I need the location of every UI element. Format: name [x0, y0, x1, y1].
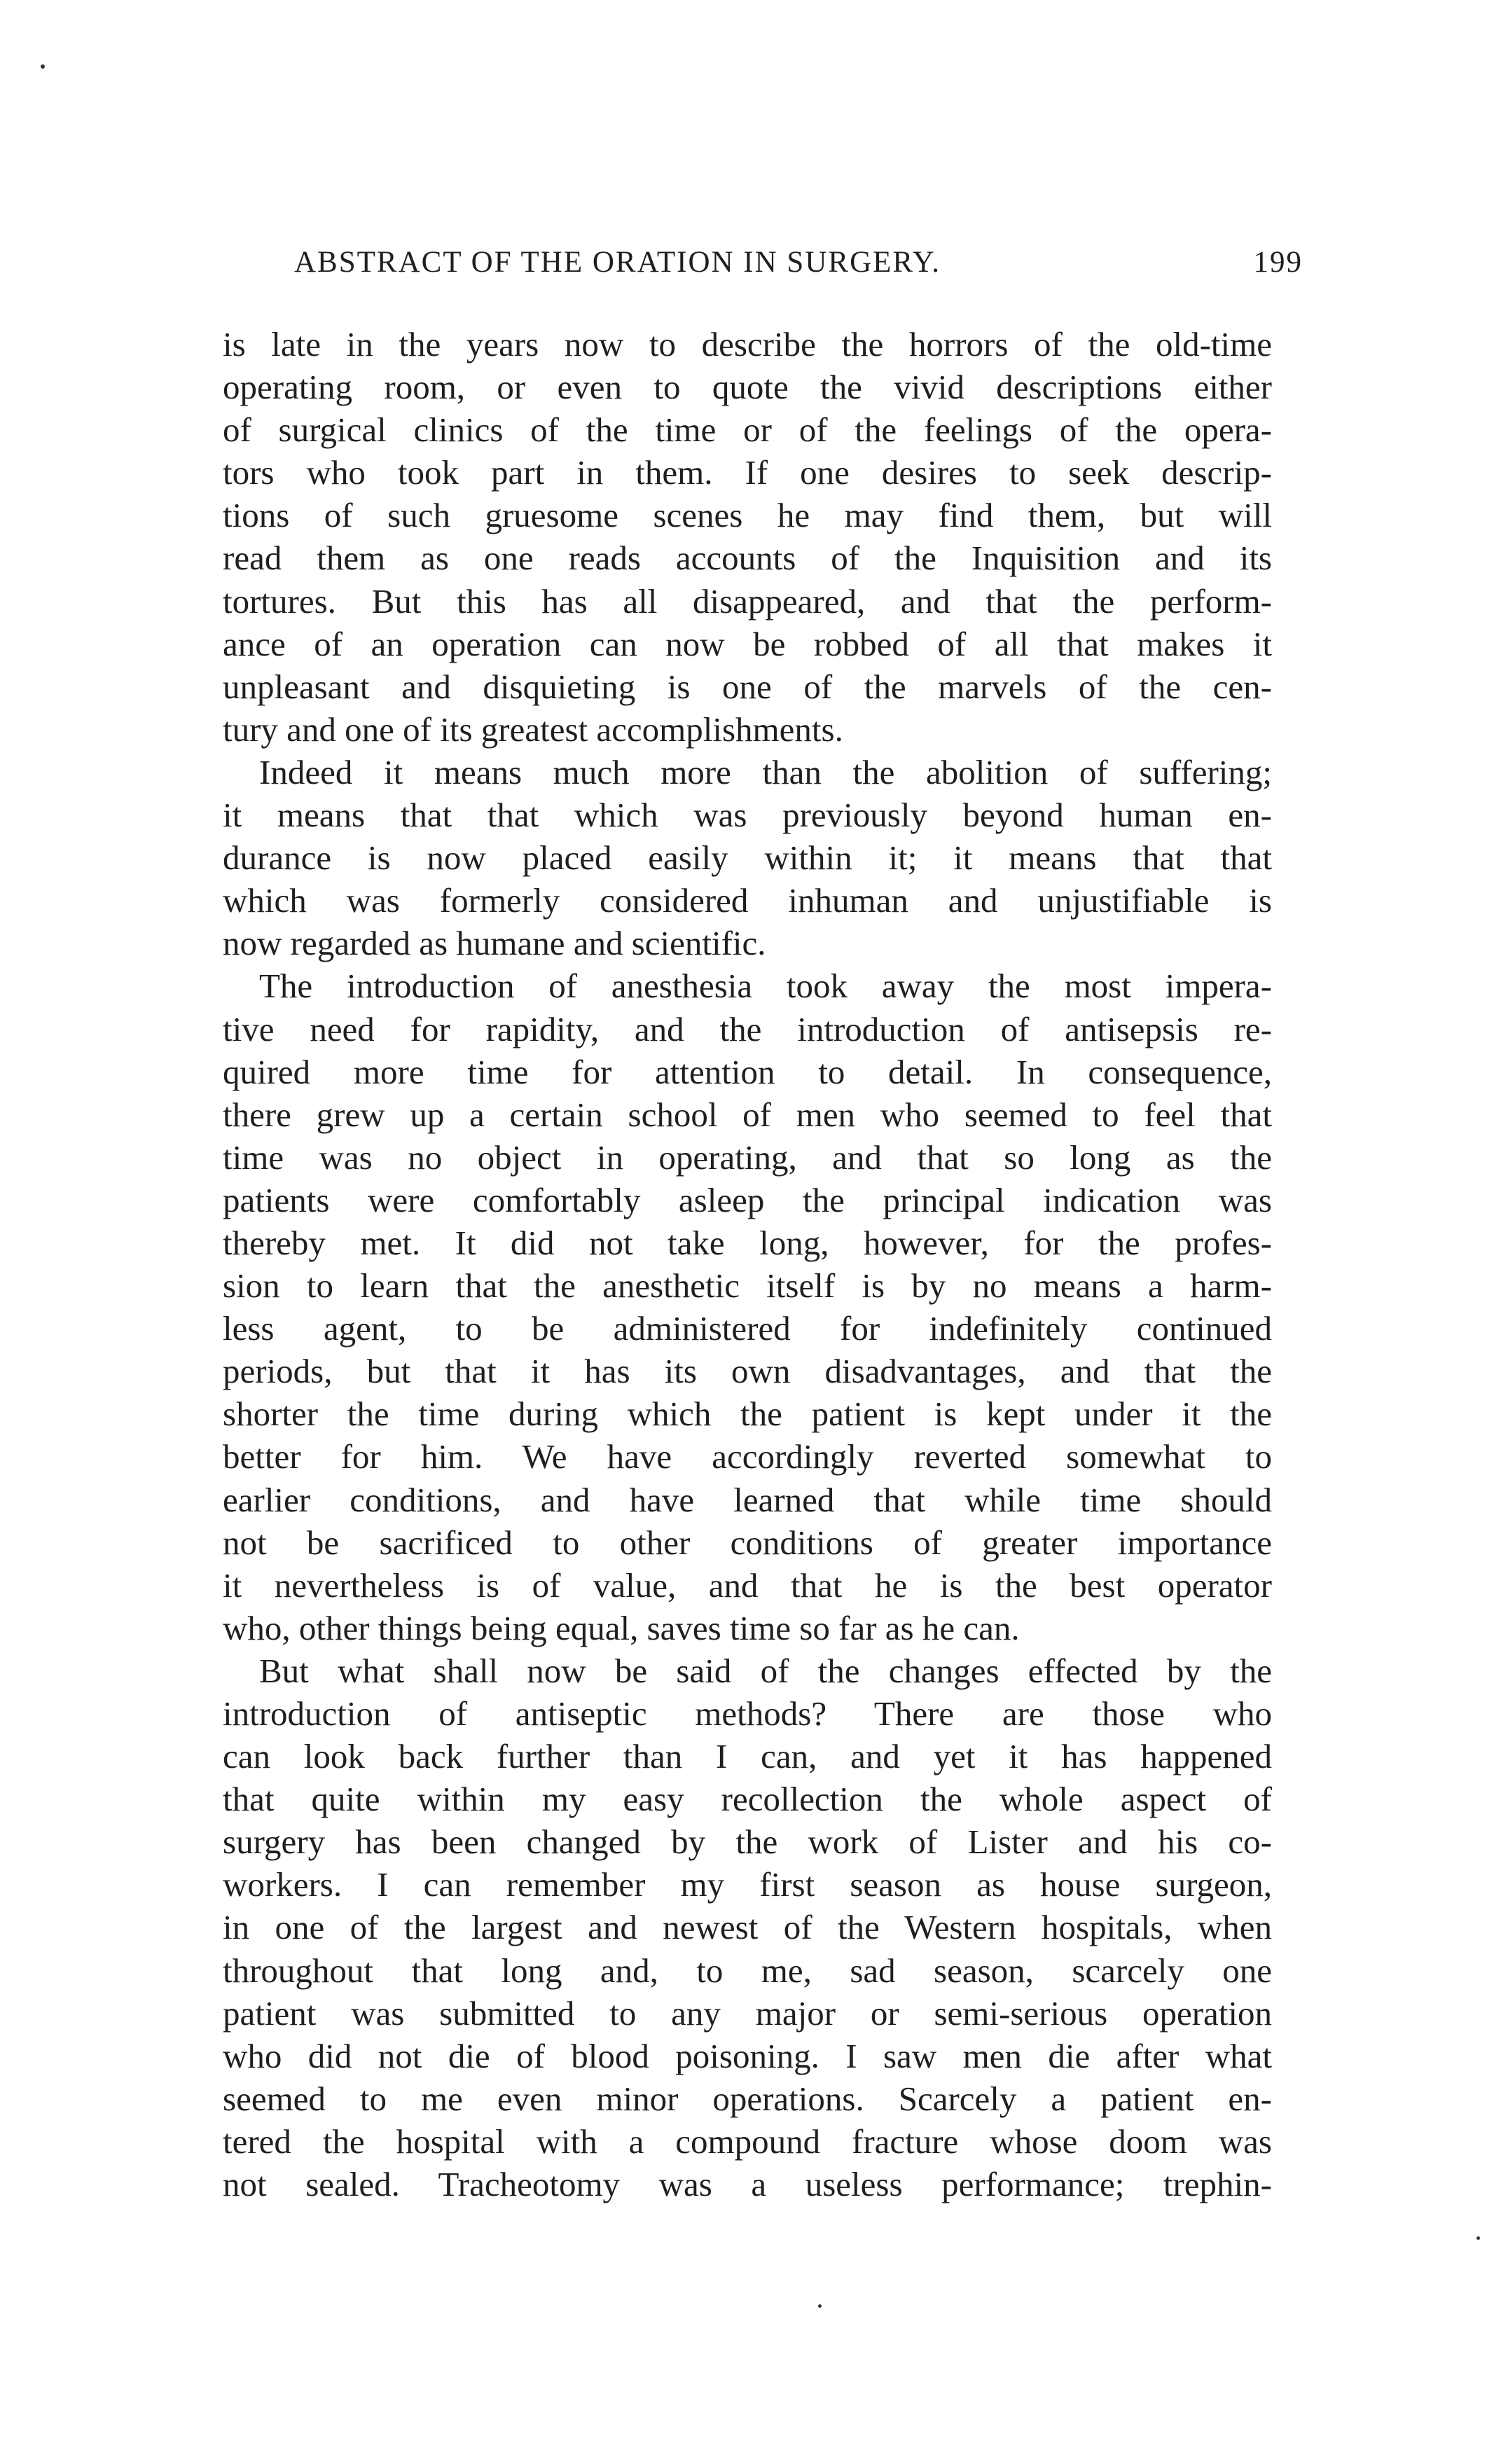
text-line: that quite within my easy recollection the whole aspect of: [223, 1780, 1272, 1819]
text-line: there grew up a certain school of men who seemed to feel that: [223, 1095, 1272, 1134]
text-line: thereby met. It did not take long, however, for the profes-: [223, 1223, 1272, 1262]
text-line: who, other things being equal, saves time so far as he can.: [223, 1608, 1020, 1647]
text-line: of surgical clinics of the time or of the feelings of the opera-: [223, 410, 1272, 450]
scan-speck: [818, 2304, 822, 2308]
text-line: read them as one reads accounts of the Inquisition and its: [223, 539, 1272, 578]
text-line: can look back further than I can, and yet it has happened: [223, 1737, 1272, 1776]
scan-speck: [1476, 2236, 1480, 2240]
text-line: who did not die of blood poisoning. I saw men die after what: [223, 2036, 1272, 2075]
text-line: tortures. But this has all disappeared, and that the perform-: [223, 581, 1272, 621]
text-line: better for him. We have accordingly reverted somewhat to: [223, 1437, 1272, 1476]
paragraph-first-line: Indeed it means much more than the abolition of suffering;: [259, 752, 1272, 791]
text-line: tive need for rapidity, and the introduction of antisepsis re-: [223, 1009, 1272, 1048]
text-line: time was no object in operating, and that so long as the: [223, 1137, 1272, 1177]
text-line: operating room, or even to quote the vivid descriptions either: [223, 368, 1272, 407]
text-line: it nevertheless is of value, and that he is the best operator: [223, 1565, 1272, 1605]
text-line: earlier conditions, and have learned that while time should: [223, 1480, 1272, 1519]
text-line: tors who took part in them. If one desires to seek descrip-: [223, 453, 1272, 492]
running-title: ABSTRACT OF THE ORATION IN SURGERY.: [294, 246, 941, 279]
text-line: not be sacrificed to other conditions of greater importance: [223, 1523, 1272, 1562]
text-line: workers. I can remember my first season as house surgeon,: [223, 1865, 1272, 1904]
page-header: [294, 245, 1303, 294]
text-line: periods, but that it has its own disadvantages, and that the: [223, 1352, 1272, 1391]
text-line: tions of such gruesome scenes he may find them, but will: [223, 496, 1272, 535]
text-line: unpleasant and disquieting is one of the marvels of the cen-: [223, 667, 1272, 706]
text-line: less agent, to be administered for indefinitely continued: [223, 1309, 1272, 1348]
text-line: shorter the time during which the patient is kept under it the: [223, 1394, 1272, 1434]
text-line: throughout that long and, to me, sad season, scarcely one: [223, 1951, 1272, 1990]
text-line: is late in the years now to describe the horrors of the old-time: [223, 325, 1272, 364]
text-line: which was formerly considered inhuman and unjustifiable is: [223, 881, 1272, 920]
text-line: ance of an operation can now be robbed of all that makes it: [223, 624, 1272, 663]
text-line: seemed to me even minor operations. Scarcely a patient en-: [223, 2079, 1272, 2118]
text-line: now regarded as humane and scientific.: [223, 924, 766, 963]
paragraph-first-line: But what shall now be said of the changes effected by the: [259, 1651, 1272, 1690]
body-text: [223, 323, 1272, 2206]
text-line: durance is now placed easily within it; it means that that: [223, 838, 1272, 878]
text-line: not sealed. Tracheotomy was a useless performance; trephin-: [223, 2165, 1272, 2204]
page-number: 199: [1253, 246, 1303, 279]
text-line: it means that that which was previously beyond human en-: [223, 796, 1272, 835]
text-line: in one of the largest and newest of the Western hospitals, when: [223, 1908, 1272, 1947]
text-line: surgery has been changed by the work of Lister and his co-: [223, 1822, 1272, 1862]
paragraph-first-line: The introduction of anesthesia took away the most impera-: [259, 967, 1272, 1006]
text-line: patient was submitted to any major or semi-serious operation: [223, 1993, 1272, 2033]
text-line: patients were comfortably asleep the principal indication was: [223, 1180, 1272, 1219]
text-line: quired more time for attention to detail. In consequence,: [223, 1052, 1272, 1091]
text-line: tered the hospital with a compound fracture whose doom was: [223, 2122, 1272, 2161]
text-line: introduction of antiseptic methods? There are those who: [223, 1694, 1272, 1733]
scan-speck: [41, 64, 45, 69]
text-line: sion to learn that the anesthetic itself is by no means a harm-: [223, 1266, 1272, 1306]
text-line: tury and one of its greatest accomplishments.: [223, 710, 843, 749]
